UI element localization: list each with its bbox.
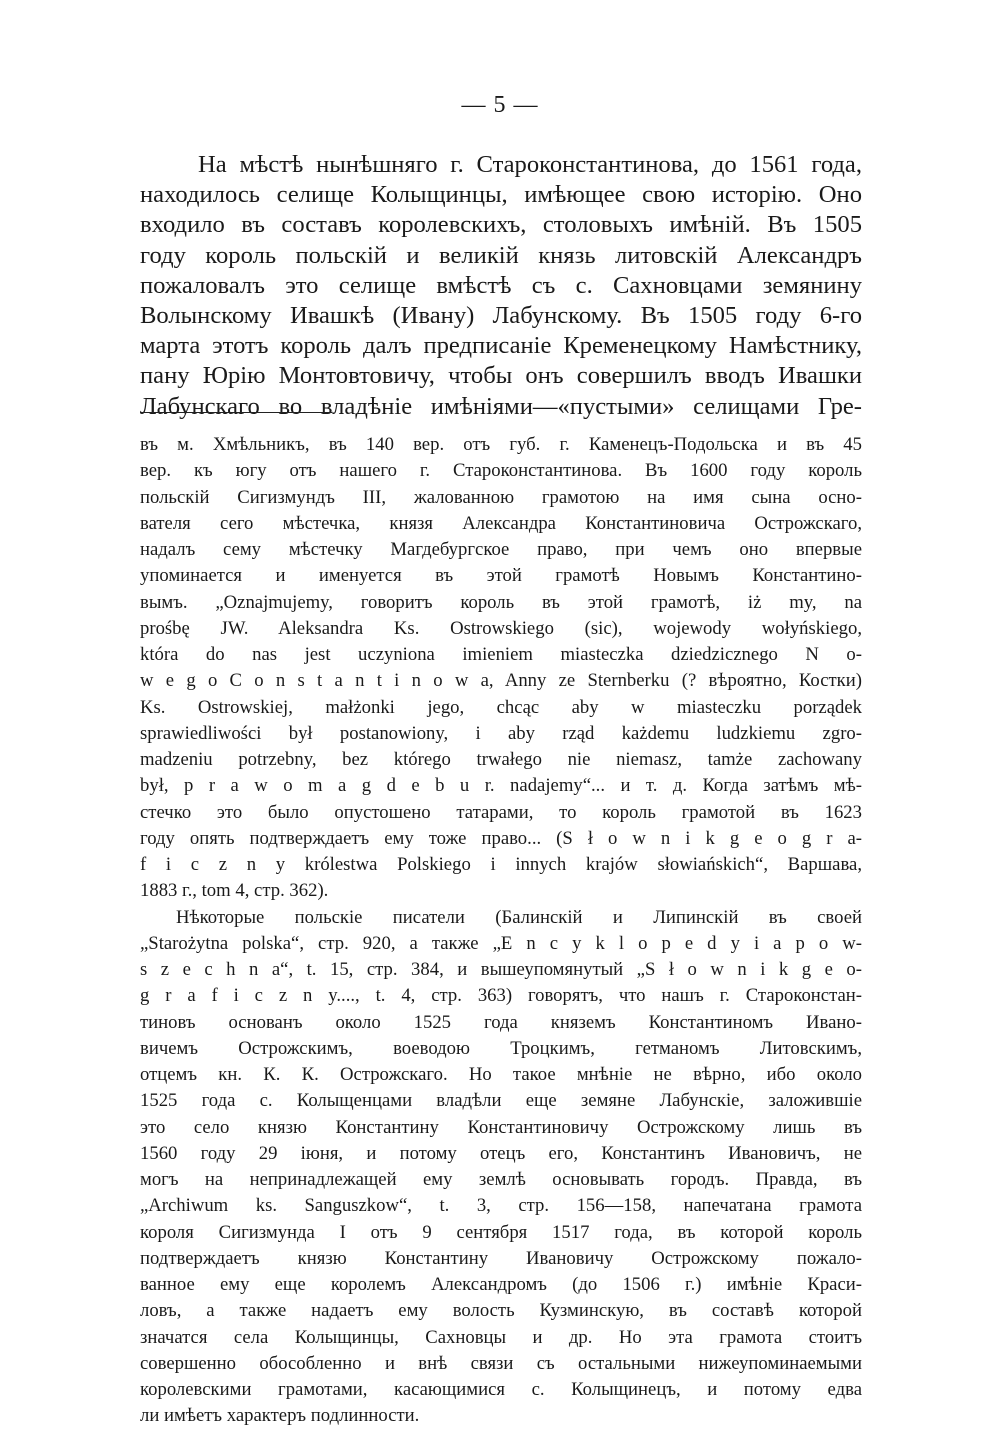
footnote-line: подтверждаетъ князю Константину Ивановичу Острожскому пожало- [140,1247,862,1269]
main-text-line: На мѣстѣ нынѣшняго г. Староконстантинова, до 1561 года, [198,151,862,178]
footnote-line: королевскими грамотами, касающимися с. Колыщинецъ, и потому едва [140,1379,862,1400]
footnote-line: тиновъ основанъ около 1525 года княземъ Константиномъ Ивано- [140,1011,862,1033]
footnote-line: 1560 году 29 іюня, и потому отецъ его, Константинъ Ивановичъ, не [140,1142,862,1164]
footnote-line: вер. къ югу отъ нашего г. Староконстантинова. Въ 1600 году король [140,460,862,482]
footnote-line: Нѣкоторые польскіе писатели (Балинскій и Липинскій въ своей [176,906,862,928]
footnote-line: вателя сего мѣстечка, князя Александра Константиновича Острожскаго, [140,512,862,534]
footnote-line: вичемъ Острожскимъ, воеводою Троцкимъ, гетманомъ Литовскимъ, [140,1037,862,1059]
footnote-line: это село князю Константину Константиновичу Острожскому лишь въ [140,1116,862,1138]
footnote-line: prośbę JW. Aleksandra Ks. Ostrowskiego (sic), wojewody wołyńskiego, [140,617,862,639]
main-text-line: году король польскій и великій князь литовскій Александръ [140,241,862,269]
footnote-line: f i c z n y królestwa Polskiego i innych krajów słowiańskich“, Варшава, [140,854,862,875]
footnote-line: ли имѣетъ характеръ подлинности. [140,1405,420,1427]
footnote-line: „Archiwum ks. Sanguszkow“, t. 3, стр. 156—158, напечатана грамота [140,1195,862,1217]
main-text-line: входило въ составъ королевскихъ, столовыхъ имѣній. Въ 1505 [140,211,862,239]
main-text-line: Волынскому Ивашкѣ (Ивану) Лабунскому. Въ 1505 году 6-го [140,302,862,330]
footnote-line: madzeniu potrzebny, bez którego trwałego nie niemasz, tamże zachowany [140,749,862,770]
footnote-line: совершенно обособленно и внѣ связи съ остальными нижеупоминаемыми [140,1352,862,1374]
footnote-line: 1525 года с. Колыщенцами владѣли еще земяне Лабунскіе, заложившіе [140,1090,862,1112]
main-text-line: Лабунскаго во владѣніе имѣніями—«пустыми» селищами Гре- [140,392,862,420]
main-paragraph [140,150,862,422]
footnote-line: могъ на непринадлежащей ему землѣ основывать городъ. Правда, въ [140,1169,862,1190]
footnote-line: g r a f i c z n y...., t. 4, стр. 363) говорятъ, что нашъ г. Староконстан- [140,985,862,1007]
footnote-line: ловъ, а также надаетъ ему волость Кузминскую, въ составѣ которой [140,1300,862,1322]
footnote-line: короля Сигизмунда I отъ 9 сентября 1517 года, въ которой король [140,1221,862,1243]
footnote-line: która do nas jest uczyniona imieniem miasteczka dziedzicznego N o- [140,644,862,665]
footnote-line: польскій Сигизмундъ III, жалованною грамотою на имя сына осно- [140,486,862,508]
footnote-line: надалъ сему мѣстечку Магдебургское право, при чемъ оно впервые [140,539,862,560]
main-text-line: марта этотъ король далъ предписаніе Кременецкому Намѣстнику, [140,332,862,360]
footnote-line: był, p r a w o m a g d e b u r. nadajemy“... и т. д. Когда затѣмъ мѣ- [140,775,862,797]
footnote-line: въ м. Хмѣльникъ, въ 140 вер. отъ губ. г. Каменецъ-Подольска и въ 45 [140,434,862,455]
main-text-line: пану Юрію Монтовтовичу, чтобы онъ совершилъ вводъ Ивашки [140,362,862,390]
main-text-line: находилось селище Колыщинцы, имѣющее свою исторію. Оно [140,181,862,209]
page-number: — 5 — [461,92,539,118]
footnote-line: году опять подтверждаетъ ему тоже право... (S ł o w n i k g e o g r a- [140,827,862,849]
main-text-line: пожаловалъ это селище вмѣстѣ съ с. Сахновцами земянину [140,271,862,299]
footnote-line: упоминается и именуется въ этой грамотѣ Новымъ Константино- [140,565,862,587]
footnote-line: sprawiedliwości był postanowiony, i aby rząd każdemu ludzkiemu zgro- [140,722,862,744]
footnote-line: 1883 г., tom 4, стр. 362). [140,880,329,902]
footnote-line: стечко это было опустошено татарами, то король грамотой въ 1623 [140,801,862,823]
footnote [140,432,862,1430]
footnote-line: Ks. Ostrowskiej, małżonki jego, chcąc aby w miasteczku porządek [140,696,862,718]
footnote-line: ванное ему еще королемъ Александромъ (до 1506 г.) имѣніе Краси- [140,1274,862,1295]
footnote-line: „Starożytna polska“, стр. 920, а также „E n c y k l o p e d y i a p o w- [140,932,862,954]
footnote-line: отцемъ кн. К. К. Острожскаго. Но такое мнѣніе не вѣрно, ибо около [140,1064,862,1085]
footnote-line: s z e c h n a“, t. 15, стр. 384, и вышеупомянутый „S ł o w n i k g e o- [140,959,862,980]
footnote-line: вымъ. „Oznajmujemy, говоритъ король въ этой грамотѣ, iż my, na [140,591,862,613]
footnote-line: значатся села Колыщинцы, Сахновцы и др. Но эта грамота стоитъ [140,1326,862,1348]
footnote-line: w e g o C o n s t a n t i n o w a, Anny ze Sternberku (? вѣроятно, Костки) [140,670,862,692]
footnote-separator [140,412,332,413]
